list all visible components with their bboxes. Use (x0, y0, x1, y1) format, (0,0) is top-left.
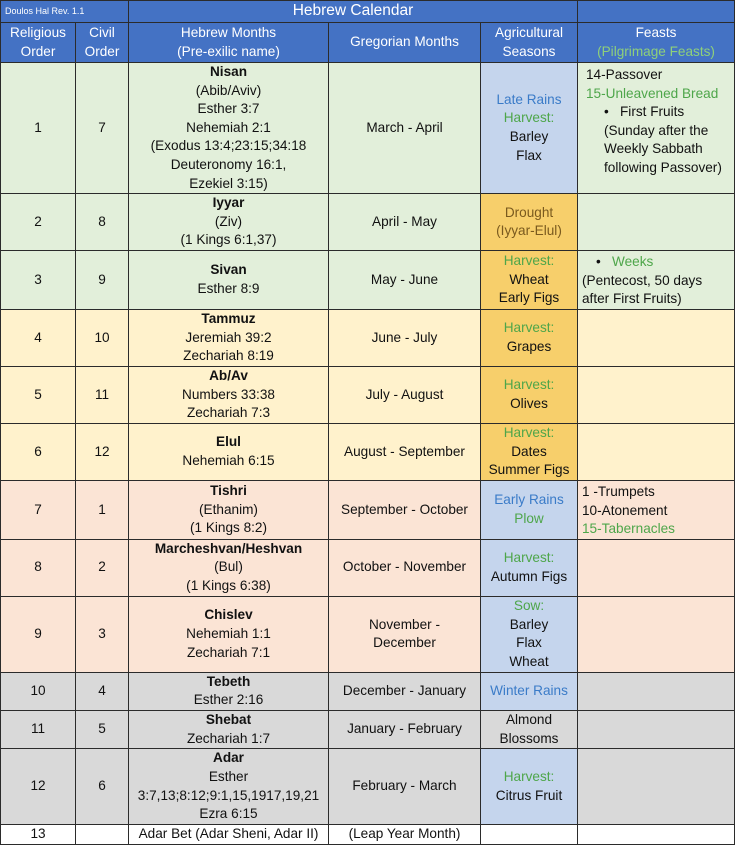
feast-text: 15-Unleavened Bread (586, 85, 719, 101)
feasts-cell (578, 366, 735, 423)
month-row (1, 423, 735, 480)
hebrew-month-name: Ab/Av (209, 368, 248, 384)
feast-line (586, 122, 732, 141)
hebrew-month-name: Marcheshvan/Heshvan (154, 540, 303, 556)
hebrew-month-name: Tammuz (201, 311, 256, 327)
hebrew-month-name: Elul (216, 434, 241, 450)
hebrew-month-name: Iyyar (212, 195, 245, 211)
column-header-row (1, 23, 735, 63)
header-agricultural-seasons (481, 23, 578, 63)
religious-order-cell: 6 (1, 423, 76, 480)
feast-text: (Pentecost, 50 days (582, 272, 703, 288)
season-line: Early Figs (498, 290, 560, 306)
feast-line (586, 103, 732, 122)
feasts-cell (578, 194, 735, 251)
feast-line (582, 290, 732, 309)
season-line: Autumn Figs (490, 568, 568, 584)
season-line: Drought (504, 204, 554, 220)
feast-line (586, 85, 732, 104)
gregorian-months-cell (329, 423, 481, 480)
feasts-cell (578, 672, 735, 710)
header-seasons-line2: Seasons (502, 43, 556, 59)
gregorian-months-text: March - April (366, 119, 443, 135)
hebrew-month-reference: (Abib/Aviv) (195, 82, 262, 98)
hebrew-month-reference: 3:7,13;8:12;9:1,15,1917,19,21 (137, 787, 320, 803)
feasts-cell (578, 825, 735, 845)
season-line: Flax (516, 635, 542, 651)
season-line: Wheat (509, 653, 549, 669)
religious-order-cell: 4 (1, 309, 76, 366)
hebrew-month-reference: (Ziv) (214, 213, 243, 229)
feast-line (582, 253, 732, 272)
hebrew-month-reference: Numbers 33:38 (182, 386, 275, 402)
religious-order-cell: 13 (1, 825, 76, 845)
feast-line (586, 159, 732, 178)
agricultural-season-cell (481, 63, 578, 194)
header-seasons-line1: Agricultural (495, 24, 563, 40)
agricultural-season-cell (481, 366, 578, 423)
hebrew-month-cell (129, 825, 329, 845)
civil-order-cell: 2 (76, 539, 129, 596)
hebrew-month-reference: Nehemiah 6:15 (182, 452, 275, 468)
feast-text: 10-Atonement (582, 502, 668, 518)
revision-label: Doulos Hal Rev. 1.1 (1, 1, 129, 23)
month-row (1, 194, 735, 251)
hebrew-month-cell (129, 194, 329, 251)
hebrew-month-reference: (Bul) (214, 559, 243, 575)
feasts-cell (578, 309, 735, 366)
season-line: Dates (511, 443, 547, 459)
header-civil-line2: Order (84, 43, 120, 59)
agricultural-season-cell (481, 749, 578, 825)
hebrew-month-cell (129, 251, 329, 310)
hebrew-month-reference: Esther 8:9 (197, 281, 260, 297)
month-row (1, 539, 735, 596)
season-line: Harvest: (503, 377, 555, 393)
agricultural-season-cell (481, 539, 578, 596)
feast-text: 1 -Trumpets (582, 483, 655, 499)
civil-order-cell: 3 (76, 596, 129, 672)
gregorian-months-text: September - October (341, 501, 468, 517)
title-bar (1, 1, 735, 23)
season-line: Olives (510, 395, 548, 411)
feasts-cell (578, 480, 735, 539)
feast-line (582, 483, 732, 502)
religious-order-cell: 12 (1, 749, 76, 825)
season-line: Flax (516, 147, 542, 163)
civil-order-cell: 11 (76, 366, 129, 423)
hebrew-month-cell (129, 309, 329, 366)
season-line: Harvest: (503, 110, 555, 126)
civil-order-cell: 8 (76, 194, 129, 251)
calendar-title: Hebrew Calendar (129, 1, 578, 23)
feast-text: Weeks (612, 254, 654, 270)
gregorian-months-cell (329, 251, 481, 310)
month-row (1, 825, 735, 845)
feasts-cell (578, 251, 735, 310)
gregorian-months-text: November - (368, 616, 440, 632)
hebrew-month-name: Shebat (205, 711, 252, 727)
agricultural-season-cell (481, 423, 578, 480)
civil-order-cell: 6 (76, 749, 129, 825)
civil-order-cell: 9 (76, 251, 129, 310)
hebrew-month-reference: Zechariah 7:1 (186, 644, 271, 660)
agricultural-season-cell (481, 596, 578, 672)
feasts-cell (578, 539, 735, 596)
gregorian-months-cell (329, 539, 481, 596)
season-line: Harvest: (503, 769, 555, 784)
feast-line (582, 272, 732, 291)
gregorian-months-text: (Leap Year Month) (348, 826, 461, 842)
header-civil-order (76, 23, 129, 63)
season-line: Barley (509, 129, 549, 145)
gregorian-months-cell (329, 825, 481, 845)
gregorian-months-cell (329, 710, 481, 748)
hebrew-month-reference: Nehemiah 2:1 (186, 119, 271, 135)
agricultural-season-cell (481, 480, 578, 539)
header-hebrew-line1: Hebrew Months (180, 24, 277, 40)
season-line: Late Rains (496, 91, 562, 107)
agricultural-season-cell (481, 194, 578, 251)
civil-order-cell (76, 825, 129, 845)
month-row (1, 672, 735, 710)
gregorian-months-text: January - February (347, 721, 462, 737)
gregorian-months-text: October - November (342, 559, 467, 575)
gregorian-months-text: June - July (371, 329, 438, 345)
header-religious-line1: Religious (10, 24, 66, 40)
hebrew-month-reference: Esther 2:16 (193, 692, 264, 708)
month-row (1, 251, 735, 310)
hebrew-month-reference: Jeremiah 39:2 (185, 329, 272, 345)
religious-order-cell: 3 (1, 251, 76, 310)
hebrew-month-cell (129, 480, 329, 539)
hebrew-month-cell (129, 672, 329, 710)
religious-order-cell: 7 (1, 480, 76, 539)
gregorian-months-cell (329, 63, 481, 194)
header-feasts (578, 23, 735, 63)
gregorian-months-cell (329, 480, 481, 539)
gregorian-months-text: August - September (344, 443, 465, 459)
hebrew-month-reference: Esther 3:7 (197, 101, 260, 117)
season-line: Plow (514, 510, 544, 526)
civil-order-cell: 12 (76, 423, 129, 480)
hebrew-month-name: Nisan (209, 64, 248, 79)
title-bar-empty-cell (578, 1, 735, 23)
header-civil-line1: Civil (89, 24, 115, 40)
month-row (1, 480, 735, 539)
season-line: Harvest: (503, 425, 555, 441)
hebrew-month-reference: (1 Kings 6:1,37) (180, 232, 277, 248)
gregorian-months-cell (329, 596, 481, 672)
hebrew-month-name: Sivan (210, 262, 247, 278)
religious-order-cell: 11 (1, 710, 76, 748)
hebrew-month-name: Chislev (204, 607, 253, 623)
header-hebrew-line2: (Pre-exilic name) (177, 43, 280, 59)
header-religious-order (1, 23, 76, 63)
hebrew-month-reference: Zechariah 7:3 (186, 405, 271, 421)
bullet-icon: • (604, 104, 609, 120)
header-feasts-line1: Feasts (635, 24, 677, 40)
header-religious-line2: Order (20, 43, 56, 59)
month-row (1, 63, 735, 194)
hebrew-month-name: Adar (213, 750, 244, 766)
feast-line (586, 140, 732, 159)
religious-order-cell: 5 (1, 366, 76, 423)
hebrew-month-cell (129, 539, 329, 596)
feast-line (586, 66, 732, 85)
season-line: Wheat (509, 271, 549, 287)
agricultural-season-cell (481, 710, 578, 748)
hebrew-month-reference: Deuteronomy 16:1, (170, 156, 287, 172)
gregorian-months-cell (329, 366, 481, 423)
hebrew-month-reference: Zechariah 1:7 (186, 730, 271, 746)
feast-text: 15-Tabernacles (582, 521, 675, 537)
season-line: Citrus Fruit (495, 787, 563, 803)
season-line: Summer Figs (488, 462, 570, 478)
feasts-cell (578, 710, 735, 748)
month-row (1, 710, 735, 748)
hebrew-month-reference: Esther (208, 769, 249, 784)
hebrew-month-reference: (1 Kings 6:38) (186, 578, 271, 594)
season-line: Almond (505, 711, 553, 727)
religious-order-cell: 10 (1, 672, 76, 710)
month-row (1, 749, 735, 825)
gregorian-months-text: February - March (352, 778, 457, 794)
feast-text: following Passover) (604, 159, 722, 175)
season-line: Harvest: (503, 253, 555, 269)
hebrew-month-reference: (1 Kings 8:2) (189, 520, 268, 536)
gregorian-months-cell (329, 672, 481, 710)
gregorian-months-text: December - January (342, 683, 467, 699)
hebrew-month-reference: Zechariah 8:19 (183, 348, 274, 364)
feast-text: after First Fruits) (582, 291, 682, 307)
feasts-cell (578, 596, 735, 672)
hebrew-month-reference: Ezekiel 3:15) (189, 175, 268, 191)
season-line: Blossoms (499, 730, 559, 746)
hebrew-month-reference: (Exodus 13:4;23:15;34:18 (150, 138, 307, 154)
header-hebrew-months (129, 23, 329, 63)
gregorian-months-text: May - June (370, 271, 439, 287)
hebrew-month-cell (129, 63, 329, 194)
religious-order-cell: 8 (1, 539, 76, 596)
season-line: Winter Rains (490, 683, 568, 699)
agricultural-season-cell (481, 672, 578, 710)
gregorian-months-cell (329, 309, 481, 366)
season-line: Harvest: (503, 320, 555, 336)
agricultural-season-cell (481, 825, 578, 845)
feast-text: (Sunday after the (604, 122, 709, 138)
season-line: Harvest: (503, 550, 555, 566)
civil-order-cell: 10 (76, 309, 129, 366)
month-row (1, 366, 735, 423)
hebrew-month-cell (129, 366, 329, 423)
feasts-cell (578, 423, 735, 480)
bullet-icon: • (596, 254, 601, 270)
gregorian-months-text: December (373, 635, 436, 651)
religious-order-cell: 2 (1, 194, 76, 251)
month-row (1, 596, 735, 672)
hebrew-month-reference: Adar Bet (Adar Sheni, Adar II) (138, 826, 319, 842)
season-line: Early Rains (494, 492, 564, 508)
feast-text: Weekly Sabbath (604, 141, 703, 157)
hebrew-month-reference: Nehemiah 1:1 (186, 625, 271, 641)
feasts-cell (578, 749, 735, 825)
hebrew-month-cell (129, 749, 329, 825)
gregorian-months-cell (329, 194, 481, 251)
hebrew-month-cell (129, 596, 329, 672)
religious-order-cell: 9 (1, 596, 76, 672)
month-row (1, 309, 735, 366)
feast-line (582, 502, 732, 521)
civil-order-cell: 1 (76, 480, 129, 539)
agricultural-season-cell (481, 309, 578, 366)
hebrew-month-name: Tebeth (206, 673, 251, 689)
season-line: Grapes (506, 338, 552, 354)
civil-order-cell: 4 (76, 672, 129, 710)
hebrew-month-reference: Ezra 6:15 (199, 806, 258, 822)
civil-order-cell: 5 (76, 710, 129, 748)
season-line: Sow: (513, 598, 545, 614)
feast-text: First Fruits (620, 104, 685, 120)
feasts-cell (578, 63, 735, 194)
gregorian-months-text: April - May (372, 213, 437, 229)
gregorian-months-cell (329, 749, 481, 825)
hebrew-month-reference: (Ethanim) (199, 501, 258, 517)
agricultural-season-cell (481, 251, 578, 310)
header-gregorian-months: Gregorian Months (329, 23, 481, 63)
gregorian-months-text: July - August (365, 386, 444, 402)
hebrew-month-cell (129, 423, 329, 480)
feast-line (582, 520, 732, 539)
season-line: Barley (509, 616, 549, 632)
hebrew-month-cell (129, 710, 329, 748)
civil-order-cell: 7 (76, 63, 129, 194)
header-feasts-line2: (Pilgrimage Feasts) (597, 43, 715, 59)
hebrew-month-name: Tishri (210, 482, 247, 498)
feast-text: 14-Passover (586, 67, 663, 82)
season-line: (Iyyar-Elul) (496, 223, 562, 239)
religious-order-cell: 1 (1, 63, 76, 194)
